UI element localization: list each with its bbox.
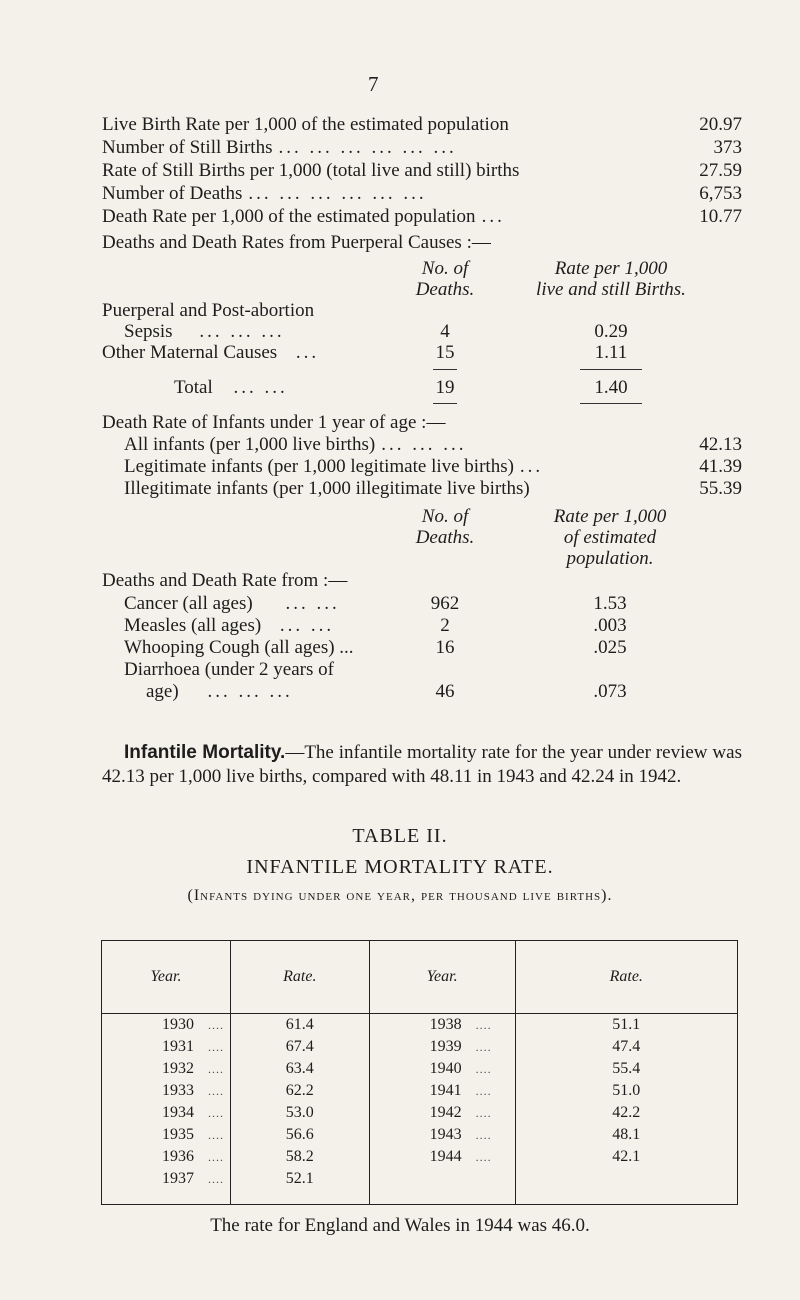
rate-cell-text: 53.0 bbox=[285, 1104, 314, 1121]
year-cell bbox=[369, 1036, 515, 1058]
total-rule bbox=[433, 403, 457, 404]
rate-column-header: Rate. bbox=[515, 941, 737, 1014]
leader-dots: .... bbox=[475, 1040, 492, 1054]
year-cell bbox=[369, 1058, 515, 1080]
leader-dots: ... bbox=[481, 206, 505, 227]
row-label bbox=[146, 681, 293, 703]
row-label bbox=[102, 342, 319, 364]
row-label: Whooping Cough (all ages) ... bbox=[124, 637, 354, 658]
rate-cell-text: 58.2 bbox=[285, 1148, 314, 1165]
row-label-text: Measles (all ages) bbox=[124, 615, 262, 636]
rate-cell-text: 47.4 bbox=[612, 1038, 641, 1055]
year-cell bbox=[102, 1146, 231, 1168]
total-deaths: 19 bbox=[435, 377, 455, 398]
stat-value: 373 bbox=[713, 137, 742, 158]
year-cell bbox=[102, 1102, 231, 1124]
rate-value: .073 bbox=[593, 681, 627, 702]
row-label bbox=[124, 321, 285, 343]
leader-dots bbox=[536, 478, 693, 500]
year-cell-text: 1938 bbox=[429, 1016, 462, 1033]
stat-line bbox=[124, 434, 742, 456]
stat-value: 6,753 bbox=[699, 183, 742, 204]
stat-label: Illegitimate infants (per 1,000 illegitimate live births) bbox=[124, 478, 530, 499]
rate-cell-text: 52.1 bbox=[285, 1170, 314, 1187]
year-cell-text: 1934 bbox=[162, 1104, 194, 1121]
table-subtitle: (Infants dying under one year, per thousand live births). bbox=[187, 887, 613, 904]
table-row bbox=[102, 1058, 738, 1080]
rate-cell bbox=[515, 1014, 737, 1037]
table-heading: INFANTILE MORTALITY RATE. bbox=[246, 856, 554, 878]
stat-line bbox=[102, 183, 742, 205]
stat-label: Death Rate per 1,000 of the estimated population bbox=[102, 206, 476, 227]
stat-line bbox=[102, 160, 742, 182]
stat-label: All infants (per 1,000 live births) bbox=[124, 434, 376, 455]
row-label-text: age) bbox=[146, 681, 179, 702]
year-cell-text: 1932 bbox=[162, 1060, 194, 1077]
leader-dots: ... ... bbox=[233, 377, 288, 398]
leader-dots: .... bbox=[208, 1040, 224, 1054]
rate-column-header: Rate per 1,000 bbox=[553, 506, 667, 527]
row-label bbox=[124, 593, 340, 615]
stat-value: 27.59 bbox=[699, 160, 742, 181]
year-cell-text: 1939 bbox=[429, 1038, 462, 1055]
year-cell bbox=[102, 1168, 231, 1205]
rate-cell-text: 61.4 bbox=[285, 1016, 314, 1033]
year-cell-text: 1940 bbox=[429, 1060, 462, 1077]
table-row bbox=[102, 1036, 738, 1058]
leader-dots: .... bbox=[208, 1172, 224, 1186]
row-label-text: Cancer (all ages) bbox=[124, 593, 253, 614]
year-cell bbox=[102, 1014, 231, 1037]
deaths-value: 962 bbox=[430, 593, 460, 614]
rate-column-header: of estimated bbox=[563, 527, 657, 548]
causes-heading: Deaths and Death Rate from :— bbox=[102, 570, 348, 591]
rate-cell-text: 48.1 bbox=[612, 1126, 641, 1143]
rate-cell bbox=[230, 1014, 369, 1037]
total-rule bbox=[580, 369, 642, 370]
table-row bbox=[102, 1102, 738, 1124]
table-header-row bbox=[102, 941, 738, 1014]
leader-dots: .... bbox=[208, 1084, 224, 1098]
stat-value: 20.97 bbox=[699, 114, 742, 135]
rate-cell-text: 67.4 bbox=[285, 1038, 314, 1055]
year-cell bbox=[369, 1102, 515, 1124]
rate-cell bbox=[230, 1124, 369, 1146]
deaths-column-header: No. of bbox=[421, 258, 469, 279]
rate-value: .003 bbox=[593, 615, 627, 636]
row-label: Puerperal and Post-abortion bbox=[102, 300, 315, 321]
stat-label: Rate of Still Births per 1,000 (total live and still) births bbox=[102, 160, 520, 181]
infantile-mortality-paragraph bbox=[102, 741, 742, 789]
rate-cell-text: 55.4 bbox=[612, 1060, 641, 1077]
rate-cell bbox=[515, 1146, 737, 1168]
leader-dots: .... bbox=[475, 1106, 492, 1120]
rate-value: 1.11 bbox=[594, 342, 628, 363]
row-label-text: Other Maternal Causes bbox=[102, 342, 278, 363]
leader-dots: ... ... ... bbox=[199, 321, 285, 342]
leader-dots: ... ... ... bbox=[381, 434, 467, 455]
row-label: Diarrhoea (under 2 years of bbox=[124, 659, 334, 680]
year-cell-text: 1937 bbox=[162, 1170, 194, 1187]
rate-cell bbox=[230, 1102, 369, 1124]
table-title: TABLE II. bbox=[352, 825, 448, 847]
rate-column-header: Rate. bbox=[230, 941, 369, 1014]
year-cell-text: 1935 bbox=[162, 1126, 194, 1143]
total-label bbox=[174, 377, 288, 399]
stat-value: 41.39 bbox=[699, 456, 742, 477]
infant-rates-heading: Death Rate of Infants under 1 year of age :— bbox=[102, 412, 446, 433]
rate-cell bbox=[230, 1168, 369, 1205]
rate-cell-text: 51.0 bbox=[612, 1082, 641, 1099]
year-cell-text: 1933 bbox=[162, 1082, 194, 1099]
rate-cell bbox=[230, 1080, 369, 1102]
rate-cell-text: 51.1 bbox=[612, 1016, 641, 1033]
row-label bbox=[124, 615, 334, 637]
table-footnote: The rate for England and Wales in 1944 was 46.0. bbox=[210, 1215, 590, 1236]
year-cell bbox=[102, 1036, 231, 1058]
leader-dots: .... bbox=[208, 1150, 224, 1164]
deaths-column-header: Deaths. bbox=[415, 279, 475, 300]
puerperal-heading: Deaths and Death Rates from Puerperal Causes :— bbox=[102, 232, 491, 253]
rate-cell bbox=[515, 1080, 737, 1102]
row-label-text: Sepsis bbox=[124, 321, 173, 342]
table-row bbox=[102, 1014, 738, 1037]
deaths-value: 15 bbox=[435, 342, 455, 363]
rate-cell bbox=[515, 1168, 737, 1205]
stat-value: 10.77 bbox=[699, 206, 742, 227]
total-rule bbox=[580, 403, 642, 404]
page-number: 7 bbox=[368, 72, 379, 96]
deaths-value: 46 bbox=[435, 681, 455, 702]
year-column-header: Year. bbox=[369, 941, 515, 1014]
rate-cell-text: 56.6 bbox=[285, 1126, 314, 1143]
leader-dots: .... bbox=[475, 1062, 492, 1076]
stat-line bbox=[102, 114, 742, 136]
table-row bbox=[102, 1168, 738, 1205]
deaths-value: 2 bbox=[440, 615, 450, 636]
rate-column-header: live and still Births. bbox=[536, 279, 686, 300]
leader-dots bbox=[515, 114, 693, 136]
leader-dots: ... ... bbox=[285, 593, 340, 614]
stat-value: 55.39 bbox=[699, 478, 742, 499]
leader-dots: .... bbox=[475, 1084, 492, 1098]
year-cell-text: 1941 bbox=[429, 1082, 462, 1099]
year-cell-text: 1936 bbox=[162, 1148, 194, 1165]
leader-dots bbox=[525, 160, 693, 182]
leader-dots: ... ... ... bbox=[207, 681, 293, 702]
stat-line bbox=[102, 137, 742, 159]
paragraph-lead: Infantile Mortality. bbox=[124, 742, 286, 763]
year-cell bbox=[369, 1146, 515, 1168]
year-cell-text: 1942 bbox=[429, 1104, 462, 1121]
table-row bbox=[102, 1124, 738, 1146]
leader-dots: .... bbox=[475, 1150, 492, 1164]
infantile-mortality-table bbox=[101, 940, 738, 1205]
total-rate: 1.40 bbox=[594, 377, 628, 398]
stat-value: 42.13 bbox=[699, 434, 742, 455]
deaths-column-header: Deaths. bbox=[415, 527, 475, 548]
leader-dots: ... bbox=[519, 456, 544, 477]
stat-label: Live Birth Rate per 1,000 of the estimated population bbox=[102, 114, 509, 135]
year-cell-text: 1944 bbox=[429, 1148, 462, 1165]
stat-line bbox=[124, 456, 742, 478]
rate-cell-text: 42.1 bbox=[612, 1148, 641, 1165]
leader-dots: ... ... ... ... ... ... bbox=[248, 183, 427, 204]
year-cell bbox=[369, 1168, 515, 1205]
rate-value: 1.53 bbox=[593, 593, 627, 614]
rate-cell bbox=[515, 1102, 737, 1124]
leader-dots: .... bbox=[475, 1018, 492, 1032]
year-cell bbox=[369, 1124, 515, 1146]
leader-dots: ... bbox=[295, 342, 320, 363]
paragraph-text: —The infantile mortality rate for the year under review was 42.13 per 1,000 live births, compared with 48.11 in 1943 and 42.24 in 1942. bbox=[102, 742, 742, 787]
stat-label: Number of Deaths bbox=[102, 183, 243, 204]
stat-label: Number of Still Births bbox=[102, 137, 273, 158]
leader-dots: ... ... bbox=[279, 615, 335, 636]
stat-line bbox=[102, 206, 742, 228]
year-cell bbox=[102, 1080, 231, 1102]
rate-column-header: Rate per 1,000 bbox=[554, 258, 668, 279]
total-rule bbox=[433, 369, 457, 370]
year-cell bbox=[102, 1124, 231, 1146]
year-cell-text: 1930 bbox=[162, 1016, 194, 1033]
rate-cell-text: 42.2 bbox=[612, 1104, 641, 1121]
deaths-column-header: No. of bbox=[421, 506, 469, 527]
leader-dots: .... bbox=[208, 1106, 224, 1120]
table-row bbox=[102, 1146, 738, 1168]
deaths-value: 4 bbox=[440, 321, 450, 342]
stat-label: Legitimate infants (per 1,000 legitimate live births) bbox=[124, 456, 514, 477]
rate-cell-text: 62.2 bbox=[285, 1082, 314, 1099]
total-label-text: Total bbox=[174, 377, 213, 398]
deaths-value: 16 bbox=[435, 637, 455, 658]
year-column-header: Year. bbox=[102, 941, 231, 1014]
rate-cell bbox=[515, 1124, 737, 1146]
leader-dots: .... bbox=[208, 1062, 224, 1076]
year-cell bbox=[102, 1058, 231, 1080]
leader-dots: ... ... ... ... ... ... bbox=[278, 137, 457, 158]
year-cell-text: 1943 bbox=[429, 1126, 462, 1143]
rate-cell bbox=[230, 1146, 369, 1168]
year-cell-text: 1931 bbox=[162, 1038, 194, 1055]
rate-cell bbox=[515, 1058, 737, 1080]
rate-cell bbox=[230, 1036, 369, 1058]
rate-cell-text: 63.4 bbox=[285, 1060, 314, 1077]
rate-value: 0.29 bbox=[594, 321, 628, 342]
table-row bbox=[102, 1080, 738, 1102]
rate-cell bbox=[230, 1058, 369, 1080]
rate-cell bbox=[515, 1036, 737, 1058]
year-cell bbox=[369, 1014, 515, 1037]
leader-dots: .... bbox=[475, 1128, 492, 1142]
leader-dots: .... bbox=[208, 1018, 224, 1032]
rate-column-header: population. bbox=[566, 548, 654, 569]
year-cell bbox=[369, 1080, 515, 1102]
leader-dots: .... bbox=[208, 1128, 224, 1142]
rate-value: .025 bbox=[593, 637, 627, 658]
stat-line bbox=[124, 478, 742, 500]
